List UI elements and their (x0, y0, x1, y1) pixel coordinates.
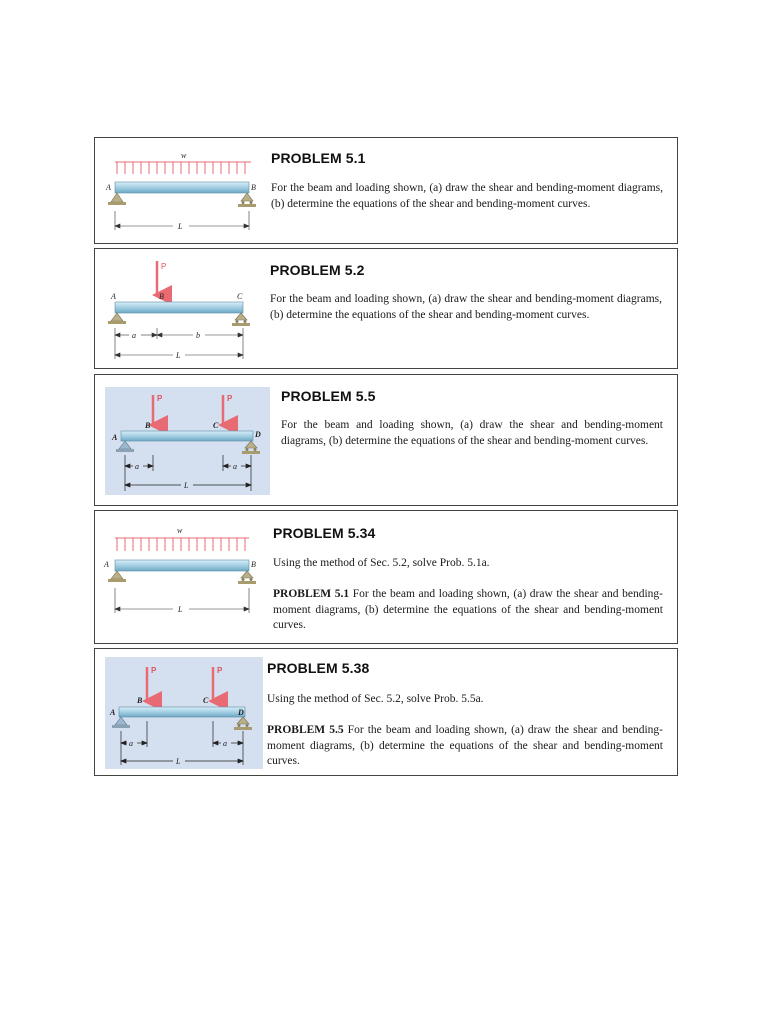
label-P: P (161, 262, 167, 271)
label-P2: P (217, 666, 223, 675)
problem-text: For the beam and loading shown, (a) draw the shear and bending-moment diagrams, (b) determine the equations of the shear and bending-moment curves. (281, 419, 663, 447)
beam (119, 707, 245, 717)
problem-5-5-panel (94, 374, 678, 506)
problem-text: For the beam and loading shown, (a) draw the shear and bending-moment diagrams, (b) determine the equations of the shear and bending-moment curves. (271, 182, 663, 210)
label-C: C (213, 421, 219, 430)
label-B: B (137, 696, 143, 705)
problem-title: PROBLEM 5.2 (270, 262, 365, 278)
label-L: L (176, 351, 181, 360)
pin-support-icon (108, 313, 126, 324)
reference-label: PROBLEM 5.1 (273, 588, 350, 600)
label-A: A (106, 183, 111, 192)
label-a2: a (223, 739, 227, 748)
problem-5-34-panel (94, 510, 678, 644)
roller-support-icon (242, 441, 260, 454)
problem-title: PROBLEM 5.1 (271, 150, 366, 166)
pin-support-icon (112, 717, 130, 728)
label-A: A (104, 560, 109, 569)
label-B: B (145, 421, 151, 430)
beam-figure-5-34 (101, 521, 261, 621)
label-A: A (110, 708, 116, 717)
roller-support-icon (238, 193, 256, 207)
label-L: L (184, 481, 189, 490)
beam (115, 560, 249, 571)
problem-instruction: Using the method of Sec. 5.2, solve Prob. 5.5a. (267, 693, 484, 705)
problem-reference (267, 723, 663, 770)
label-A: A (111, 292, 116, 301)
pin-support-icon (108, 193, 126, 205)
label-P1: P (151, 666, 157, 675)
problem-title: PROBLEM 5.38 (267, 660, 370, 676)
problem-text: For the beam and loading shown, (a) draw the shear and bending-moment diagrams, (b) determine the equations of the shear and bending-moment curves. (270, 293, 662, 321)
beam-figure-5-5 (105, 387, 270, 495)
pin-support-icon (116, 441, 134, 452)
reference-label: PROBLEM 5.5 (267, 724, 344, 736)
label-A: A (112, 433, 118, 442)
label-B: B (251, 560, 256, 569)
problem-5-2-panel (94, 248, 678, 369)
problem-title: PROBLEM 5.34 (273, 525, 376, 541)
problem-reference (273, 587, 663, 634)
label-D: D (238, 708, 244, 717)
problem-5-38-panel (94, 648, 678, 776)
label-D: D (255, 430, 261, 439)
roller-support-icon (234, 717, 252, 730)
label-a: a (132, 331, 136, 340)
roller-support-icon (238, 571, 256, 584)
beam-figure-5-2 (103, 255, 263, 367)
label-w: w (181, 151, 187, 160)
label-L: L (176, 757, 181, 766)
label-B: B (159, 292, 164, 301)
label-w: w (177, 526, 183, 535)
roller-support-icon (232, 313, 250, 326)
label-a1: a (135, 462, 139, 471)
problem-title: PROBLEM 5.5 (281, 388, 376, 404)
beam-figure-5-38 (105, 657, 263, 769)
reference-text: For the beam and loading shown, (a) draw the shear and bending-moment diagrams, (b) determine the equations of the shear and bending-moment curves. (273, 588, 664, 631)
distributed-load-arrows (117, 162, 245, 174)
distributed-load-arrows (117, 538, 245, 551)
label-C: C (203, 696, 209, 705)
problem-5-1-panel (94, 137, 678, 244)
label-L: L (178, 222, 183, 231)
label-B: B (251, 183, 256, 192)
label-P2: P (227, 394, 233, 403)
label-b: b (196, 331, 200, 340)
label-C: C (237, 292, 243, 301)
label-a1: a (129, 739, 133, 748)
beam (121, 431, 253, 441)
label-a2: a (233, 462, 237, 471)
label-L: L (178, 605, 183, 614)
beam-figure-5-1 (103, 146, 263, 238)
reference-text: For the beam and loading shown, (a) draw the shear and bending-moment diagrams, (b) determine the equations of the shear and bending-moment curves. (267, 724, 663, 767)
label-P1: P (157, 394, 163, 403)
problem-instruction: Using the method of Sec. 5.2, solve Prob. 5.1a. (273, 557, 490, 569)
beam (115, 302, 243, 313)
pin-support-icon (108, 571, 126, 582)
beam (115, 182, 249, 193)
